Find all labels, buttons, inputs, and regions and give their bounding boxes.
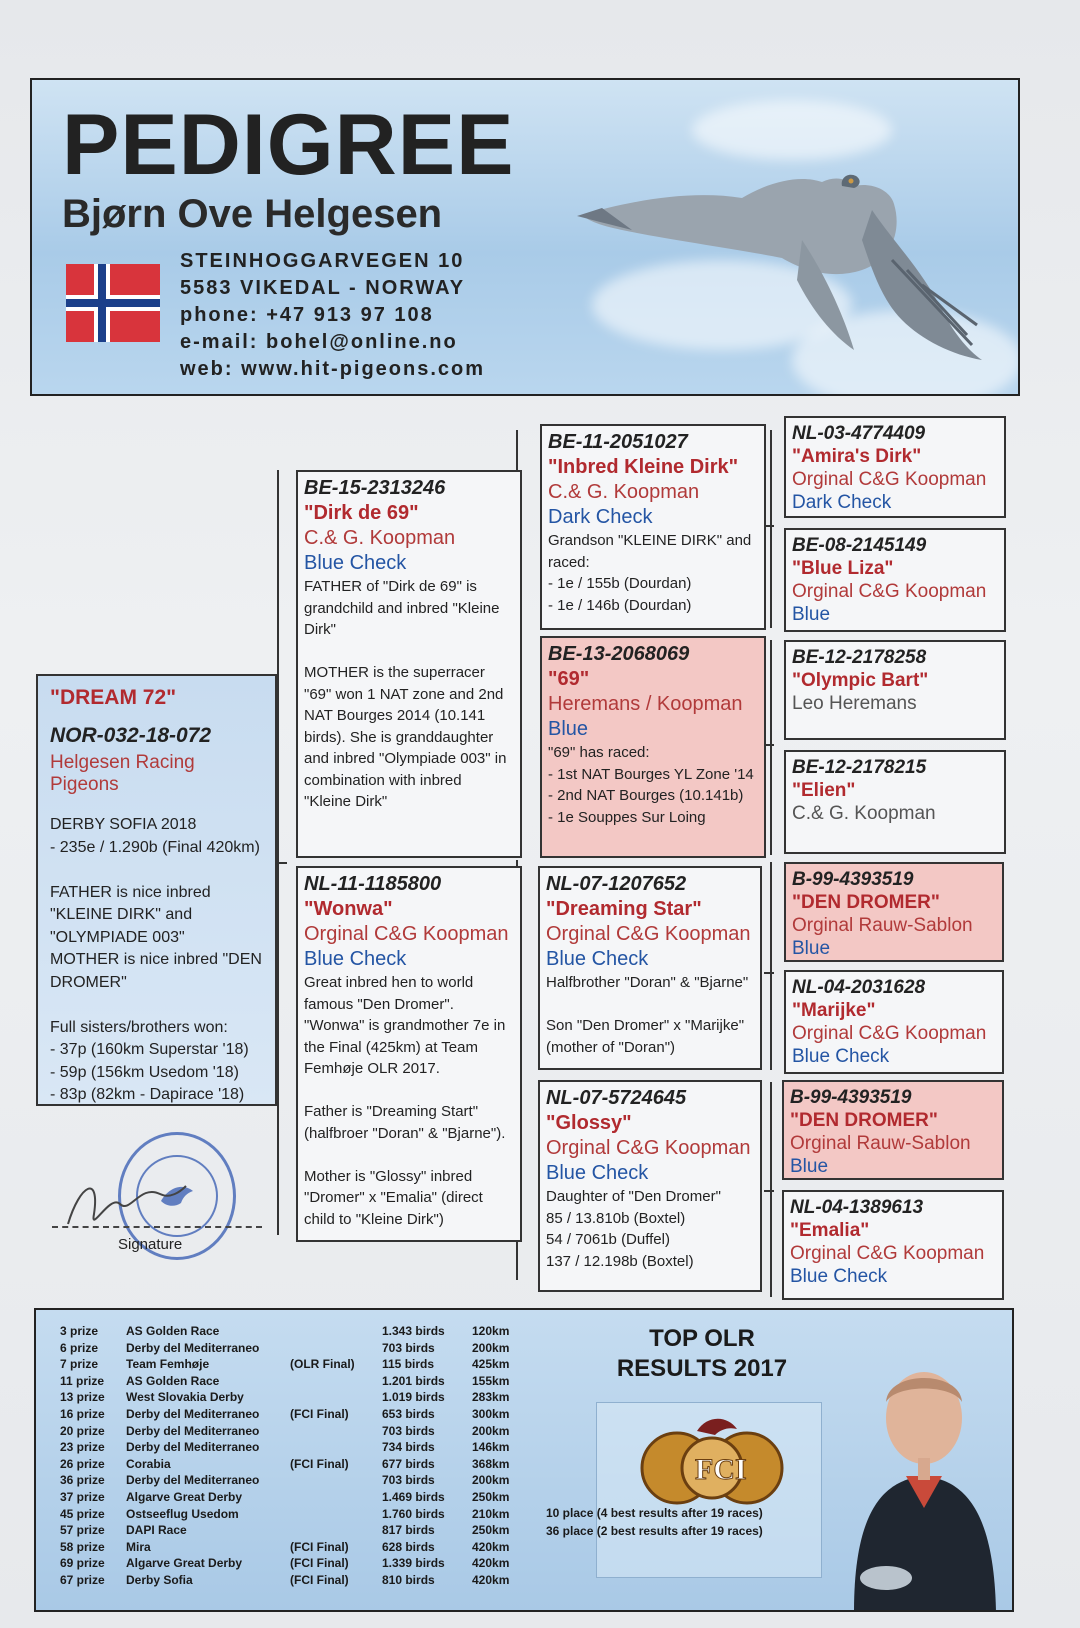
grandparent-3-notes: Halfbrother "Doran" & "Bjarne" Son "Den Dromer" x "Marijke" (mother of "Doran")	[546, 974, 749, 1056]
grandparent-4-name: "Glossy"	[546, 1112, 632, 1134]
fci-result-1: 10 place (4 best results after 19 races)	[546, 1506, 763, 1520]
sire-box	[296, 470, 522, 858]
grandparent-2-name: "69"	[548, 668, 590, 690]
result-km: 250km	[472, 1490, 510, 1504]
result-row	[36, 1473, 536, 1490]
grandparent-1-name: "Inbred Kleine Dirk"	[548, 456, 739, 478]
result-row	[36, 1507, 536, 1524]
result-race: DAPI Race	[126, 1523, 187, 1538]
grandparent-3-name: "Dreaming Star"	[546, 898, 702, 920]
great-grandparent-6-color: Blue Check	[792, 1046, 890, 1067]
great-grandparent-8-breeder: Orginal C&G Koopman	[790, 1243, 985, 1264]
result-race: AS Golden Race	[126, 1324, 220, 1338]
result-km: 210km	[472, 1506, 510, 1521]
result-prize: 11 prize	[60, 1373, 105, 1388]
great-grandparent-4-name: "Elien"	[792, 780, 856, 801]
owner-photo-icon	[834, 1340, 1014, 1612]
great-grandparent-box-6	[784, 970, 1004, 1074]
grandparent-3-breeder: Orginal C&G Koopman	[546, 923, 751, 945]
great-grandparent-8-name: "Emalia"	[790, 1220, 870, 1241]
dam-ring: NL-11-1185800	[304, 873, 442, 895]
result-prize: 7 prize	[60, 1357, 99, 1372]
result-row	[36, 1390, 536, 1407]
great-grandparent-7-color: Blue	[790, 1156, 829, 1177]
result-km: 200km	[472, 1340, 510, 1355]
grandparent-box-3	[538, 866, 762, 1070]
sire-color: Blue Check	[304, 552, 407, 574]
great-grandparent-5-breeder: Orginal Rauw-Sablon	[792, 915, 973, 936]
dam-breeder: Orginal C&G Koopman	[304, 923, 509, 945]
result-note: (FCI Final)	[290, 1407, 349, 1421]
dam-box	[296, 866, 522, 1242]
results-panel	[34, 1308, 1014, 1612]
pedigree-header	[30, 78, 1020, 396]
result-race: West Slovakia Derby	[126, 1390, 244, 1405]
result-row	[36, 1457, 536, 1474]
result-km: 250km	[472, 1523, 510, 1538]
great-grandparent-7-breeder: Orginal Rauw-Sablon	[790, 1133, 971, 1154]
result-race: Ostseeflug Usedom	[126, 1506, 239, 1521]
contact-block	[180, 248, 485, 383]
result-prize: 37 prize	[60, 1490, 105, 1504]
great-grandparent-2-name: "Blue Liza"	[792, 558, 894, 579]
result-km: 420km	[472, 1539, 510, 1554]
great-grandparent-1-name: "Amira's Dirk"	[792, 446, 922, 467]
result-birds: 653 birds	[382, 1407, 435, 1421]
result-note: (FCI Final)	[290, 1456, 349, 1471]
result-birds: 703 birds	[382, 1340, 435, 1355]
result-km: 146km	[472, 1440, 510, 1455]
result-row	[36, 1523, 536, 1540]
grandparent-1-breeder: C.& G. Koopman	[548, 481, 700, 503]
result-note: (FCI Final)	[290, 1556, 349, 1571]
result-race: AS Golden Race	[126, 1373, 220, 1388]
grandparent-box-1	[540, 424, 766, 630]
result-prize: 16 prize	[60, 1407, 105, 1421]
great-grandparent-box-1	[784, 416, 1006, 518]
result-km: 420km	[472, 1573, 510, 1587]
result-prize: 26 prize	[60, 1456, 105, 1471]
pedigree-title: PEDIGREE	[62, 97, 515, 193]
result-note: (FCI Final)	[290, 1539, 349, 1554]
result-race: Derby del Mediterraneo	[126, 1440, 260, 1455]
great-grandparent-8-ring: NL-04-1389613	[790, 1197, 924, 1218]
website: web: www.hit-pigeons.com	[180, 358, 486, 380]
result-prize: 69 prize	[60, 1556, 105, 1571]
grandparent-3-color: Blue Check	[546, 948, 649, 970]
result-km: 120km	[472, 1324, 510, 1338]
result-race: Corabia	[126, 1456, 171, 1471]
result-birds: 817 birds	[382, 1523, 435, 1538]
result-km: 283km	[472, 1390, 510, 1405]
great-grandparent-box-2	[784, 528, 1006, 632]
sire-name: "Dirk de 69"	[304, 502, 419, 524]
result-row	[36, 1324, 536, 1341]
grandparent-1-color: Dark Check	[548, 506, 653, 528]
result-race: Algarve Great Derby	[126, 1556, 243, 1571]
result-birds: 1.201 birds	[382, 1373, 445, 1388]
great-grandparent-1-ring: NL-03-4774409	[792, 423, 926, 444]
dam-color: Blue Check	[304, 948, 407, 970]
sire-breeder: C.& G. Koopman	[304, 527, 456, 549]
result-race: Derby Sofia	[126, 1573, 193, 1587]
grandparent-4-ring: NL-07-5724645	[546, 1087, 687, 1109]
result-km: 425km	[472, 1357, 510, 1372]
great-grandparent-1-color: Dark Check	[792, 492, 892, 513]
fci-results	[546, 1504, 763, 1540]
result-race: Derby del Mediterraneo	[126, 1473, 260, 1488]
grandparent-box-2	[540, 636, 766, 858]
result-prize: 67 prize	[60, 1573, 105, 1587]
great-grandparent-6-name: "Marijke"	[792, 1000, 876, 1021]
result-race: Derby del Mediterraneo	[126, 1340, 260, 1355]
main-bird-ring: NOR-032-18-072	[50, 724, 212, 747]
dam-notes: Great inbred hen to world famous "Den Dromer". "Wonwa" is grandmother 7e in the Final (425km) at Team Femhøje OLR 2017. Father is "Dreaming Start" (halfbroer "Doran" & "Bjarne"). Mother is "Glossy" inbred "Dromer" x "Emalia" (direct child to "Kleine Dirk")	[304, 974, 506, 1228]
result-km: 155km	[472, 1373, 510, 1388]
result-birds: 628 birds	[382, 1539, 435, 1554]
result-birds: 734 birds	[382, 1440, 435, 1455]
email: e-mail: bohel@online.no	[180, 331, 458, 353]
main-bird-notes: DERBY SOFIA 2018 - 235e / 1.290b (Final 420km) FATHER is nice inbred "KLEINE DIRK" and "OLYMPIADE 003" MOTHER is nice inbred "DEN DROMER" Full sisters/brothers won: - 37p (160km Superstar '18) - 59p (156km Usedom '18) - 83p (82km - Dapirace '18)	[50, 816, 262, 1103]
result-prize: 13 prize	[60, 1390, 105, 1405]
phone: phone: +47 913 97 108	[180, 304, 434, 326]
result-prize: 45 prize	[60, 1506, 105, 1521]
great-grandparent-6-ring: NL-04-2031628	[792, 977, 926, 998]
result-row	[36, 1440, 536, 1457]
result-row	[36, 1556, 536, 1573]
dam-name: "Wonwa"	[304, 898, 393, 920]
result-prize: 20 prize	[60, 1423, 105, 1438]
result-row	[36, 1357, 536, 1374]
great-grandparent-4-breeder: C.& G. Koopman	[792, 803, 936, 824]
grandparent-2-color: Blue	[548, 718, 589, 740]
result-row	[36, 1573, 536, 1590]
great-grandparent-3-ring: BE-12-2178258	[792, 647, 927, 668]
great-grandparent-5-ring: B-99-4393519	[792, 869, 914, 890]
great-grandparent-box-5	[784, 862, 1004, 962]
great-grandparent-box-8	[782, 1190, 1004, 1300]
result-prize: 58 prize	[60, 1539, 105, 1554]
result-prize: 36 prize	[60, 1473, 105, 1488]
top-olr-title	[592, 1324, 812, 1384]
result-row	[36, 1490, 536, 1507]
top-olr-title-line1: TOP OLR	[649, 1325, 755, 1352]
great-grandparent-box-7	[782, 1080, 1004, 1180]
result-birds: 1.760 birds	[382, 1506, 445, 1521]
grandparent-2-notes: "69" has raced: - 1st NAT Bourges YL Zone '14 - 2nd NAT Bourges (10.141b) - 1e Souppes Sur Loing	[548, 744, 754, 826]
great-grandparent-box-4	[784, 750, 1006, 854]
result-birds: 1.019 birds	[382, 1390, 445, 1405]
result-race: Derby del Mediterraneo	[126, 1407, 260, 1421]
great-grandparent-6-breeder: Orginal C&G Koopman	[792, 1023, 987, 1044]
norway-flag-icon	[66, 264, 160, 342]
fci-panel	[596, 1402, 822, 1578]
address-line-1: STEINHOGGARVEGEN 10	[180, 250, 465, 272]
result-note: (OLR Final)	[290, 1357, 355, 1372]
great-grandparent-5-color: Blue	[792, 938, 831, 959]
result-row	[36, 1407, 536, 1424]
main-bird-box	[36, 674, 277, 1106]
great-grandparent-3-name: "Olympic Bart"	[792, 670, 929, 691]
result-birds: 703 birds	[382, 1423, 435, 1438]
signature-scribble-icon	[60, 1164, 190, 1244]
signature-label: Signature	[118, 1236, 183, 1253]
great-grandparent-3-breeder: Leo Heremans	[792, 693, 917, 714]
great-grandparent-box-3	[784, 640, 1006, 740]
great-grandparent-2-color: Blue	[792, 604, 831, 625]
grandparent-1-ring: BE-11-2051027	[548, 431, 688, 453]
great-grandparent-2-ring: BE-08-2145149	[792, 535, 927, 556]
result-prize: 3 prize	[60, 1324, 99, 1338]
grandparent-2-ring: BE-13-2068069	[548, 643, 690, 665]
svg-text:FCI: FCI	[695, 1453, 747, 1486]
result-row	[36, 1540, 536, 1557]
result-birds: 115 birds	[382, 1357, 435, 1372]
result-km: 300km	[472, 1407, 510, 1421]
grandparent-2-breeder: Heremans / Koopman	[548, 693, 743, 715]
signature-line	[52, 1226, 262, 1228]
address-line-2: 5583 VIKEDAL - NORWAY	[180, 277, 466, 299]
result-row	[36, 1424, 536, 1441]
result-row	[36, 1374, 536, 1391]
owner-name: Bjørn Ove Helgesen	[62, 192, 443, 236]
result-prize: 57 prize	[60, 1523, 105, 1538]
great-grandparent-1-breeder: Orginal C&G Koopman	[792, 469, 987, 490]
grandparent-3-ring: NL-07-1207652	[546, 873, 687, 895]
result-race: Mira	[126, 1539, 151, 1554]
great-grandparent-7-ring: B-99-4393519	[790, 1087, 912, 1108]
sire-ring: BE-15-2313246	[304, 477, 446, 499]
great-grandparent-7-name: "DEN DROMER"	[790, 1110, 938, 1131]
result-km: 200km	[472, 1423, 510, 1438]
result-race: Team Femhøje	[126, 1357, 210, 1372]
grandparent-4-color: Blue Check	[546, 1162, 649, 1184]
result-race: Algarve Great Derby	[126, 1490, 243, 1504]
sire-notes: FATHER of "Dirk de 69" is grandchild and inbred "Kleine Dirk" MOTHER is the superracer "69" won 1 NAT zone and 2nd NAT Bourges 2014 (10.141 birds). She is granddaughter and inbred "Olympiade 003" in combination with inbred "Kleine Dirk"	[304, 578, 507, 810]
grandparent-1-notes: Grandson "KLEINE DIRK" and raced: - 1e / 155b (Dourdan) - 1e / 146b (Dourdan)	[548, 532, 752, 614]
great-grandparent-5-name: "DEN DROMER"	[792, 892, 940, 913]
result-race: Derby del Mediterraneo	[126, 1423, 260, 1438]
main-bird-breeder: Helgesen Racing Pigeons	[50, 752, 195, 795]
result-note: (FCI Final)	[290, 1573, 349, 1587]
flying-pigeon-icon	[572, 120, 992, 370]
result-km: 200km	[472, 1473, 510, 1488]
grandparent-4-notes: Daughter of "Den Dromer" 85 / 13.810b (Boxtel) 54 / 7061b (Duffel) 137 / 12.198b (Boxtel)	[546, 1188, 721, 1270]
result-birds: 703 birds	[382, 1473, 435, 1488]
result-prize: 23 prize	[60, 1440, 105, 1455]
great-grandparent-8-color: Blue Check	[790, 1266, 888, 1287]
result-prize: 6 prize	[60, 1340, 99, 1355]
result-birds: 1.339 birds	[382, 1556, 445, 1571]
result-km: 368km	[472, 1456, 510, 1471]
result-row	[36, 1341, 536, 1358]
result-birds: 1.469 birds	[382, 1490, 445, 1504]
result-birds: 810 birds	[382, 1573, 435, 1587]
result-birds: 1.343 birds	[382, 1324, 445, 1338]
result-km: 420km	[472, 1556, 510, 1571]
fci-result-2: 36 place (2 best results after 19 races)	[546, 1524, 763, 1538]
grandparent-4-breeder: Orginal C&G Koopman	[546, 1137, 751, 1159]
main-bird-name: "DREAM 72"	[50, 686, 177, 709]
grandparent-box-4	[538, 1080, 762, 1292]
fci-logo-icon	[637, 1413, 787, 1513]
great-grandparent-2-breeder: Orginal C&G Koopman	[792, 581, 987, 602]
top-olr-title-line2: RESULTS 2017	[616, 1355, 788, 1382]
great-grandparent-4-ring: BE-12-2178215	[792, 757, 927, 778]
result-birds: 677 birds	[382, 1456, 435, 1471]
